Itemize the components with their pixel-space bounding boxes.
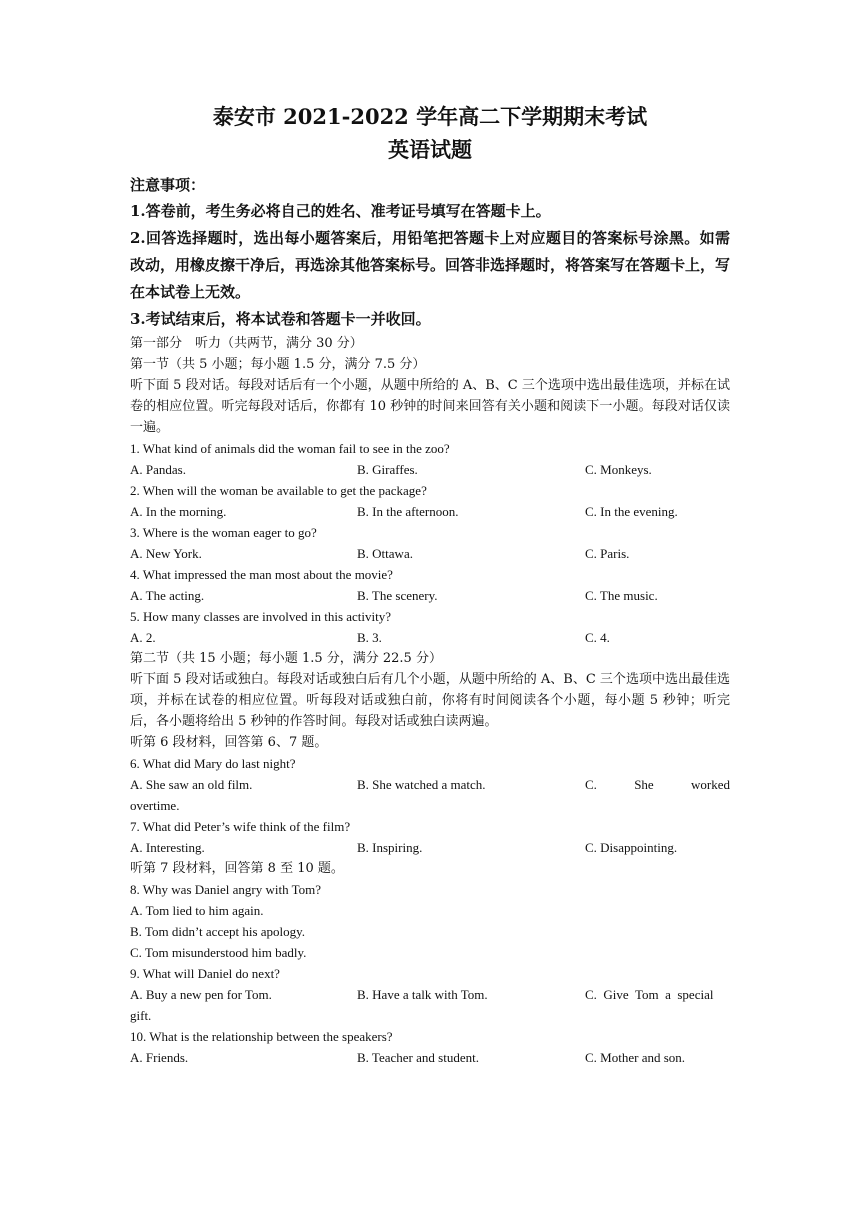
option-a: A. New York. [130,546,202,561]
option-b: B. Inspiring. [357,840,423,855]
options-row [130,984,730,1005]
question-stem: 9. What will Daniel do next? [130,966,280,981]
options-row [130,627,730,648]
exam-page [130,100,730,1068]
option-b: B. Ottawa. [357,546,413,561]
question-stem: 5. How many classes are involved in this activity? [130,609,392,624]
option-c: C. Give Tom a special [585,987,714,1002]
section-instructions: 听下面 5 段对话或独白。每段对话或独白后有几个小题，从题中所给的 A、B、C 三个选项中选出最佳选项，并标在试卷的相应位置。听每段对话或独白前，你将有时间阅读各个小题，每小题 5 秒钟；听完后，各小题将给出 5 秒钟的作答时间。每段对话或独白读两遍。 [130,672,730,729]
material-heading: 听第 6 段材料，回答第 6、7 题。 [130,735,328,750]
question-stem: 3. Where is the woman eager to go? [130,525,317,540]
option-c: C. The music. [585,588,658,603]
part-heading: 第一部分 听力（共两节，满分 30 分） [130,336,363,351]
option-c-word: C. [585,777,597,792]
options-row [130,585,730,606]
option-a: A. In the morning. [130,504,227,519]
option-c: C. Tom misunderstood him badly. [130,945,307,960]
option-c-word: worked [690,777,730,792]
option-b: B. Have a talk with Tom. [357,987,488,1002]
option-c: C. In the evening. [585,504,678,519]
option-c [585,774,730,795]
option-c: C. 4. [585,630,610,645]
note-item: 3.考试结束后，将本试卷和答题卡一并收回。 [130,310,431,328]
question-stem: 4. What impressed the man most about the movie? [130,567,393,582]
option-a: A. She saw an old film. [130,777,253,792]
section-instructions: 听下面 5 段对话。每段对话后有一个小题，从题中所给的 A、B、C 三个选项中选出最佳选项，并标在试卷的相应位置。听完每段对话后，你都有 10 秒钟的时间来回答有关小题和阅读下一小题。每段对话仅读一遍。 [130,378,730,435]
exam-title: 泰安市 2021-2022 学年高二下学期期末考试 [212,104,648,129]
question-stem: 2. When will the woman be available to get the package? [130,483,427,498]
options-row [130,837,730,858]
question-stem: 6. What did Mary do last night? [130,756,296,771]
question-stem: 8. Why was Daniel angry with Tom? [130,882,322,897]
notes-heading: 注意事项： [130,176,206,194]
option-a: A. Pandas. [130,462,186,477]
options-row [130,774,730,795]
option-c: C. Monkeys. [585,462,652,477]
question-stem: 1. What kind of animals did the woman fail to see in the zoo? [130,441,450,456]
option-c: C. Disappointing. [585,840,678,855]
option-c: C. Mother and son. [585,1050,686,1065]
option-b: B. Giraffes. [357,462,418,477]
section-heading: 第一节（共 5 小题；每小题 1.5 分，满分 7.5 分） [130,357,426,372]
exam-subtitle: 英语试题 [388,137,472,162]
option-b: B. In the afternoon. [357,504,459,519]
question-stem: 7. What did Peter’s wife think of the film? [130,819,351,834]
option-c-continued: gift. [130,1008,152,1023]
option-b: B. The scenery. [357,588,438,603]
option-b: B. Teacher and student. [357,1050,479,1065]
options-row [130,543,730,564]
option-c-word: She [634,777,654,792]
options-row [130,1047,730,1068]
option-b: B. Tom didn’t accept his apology. [130,924,306,939]
option-c: C. Paris. [585,546,630,561]
option-a: A. Interesting. [130,840,205,855]
option-a: A. 2. [130,630,156,645]
note-item: 1.答卷前，考生务必将自己的姓名、准考证号填写在答题卡上。 [130,202,551,220]
option-b: B. She watched a match. [357,777,486,792]
option-a: A. Buy a new pen for Tom. [130,987,272,1002]
material-heading: 听第 7 段材料，回答第 8 至 10 题。 [130,861,344,876]
option-b: B. 3. [357,630,382,645]
option-c-continued: overtime. [130,798,180,813]
option-a: A. Friends. [130,1050,189,1065]
options-row [130,501,730,522]
option-a: A. The acting. [130,588,205,603]
option-a: A. Tom lied to him again. [130,903,264,918]
question-stem: 10. What is the relationship between the speakers? [130,1029,393,1044]
note-item: 2.回答选择题时，选出每小题答案后，用铅笔把答题卡上对应题目的答案标号涂黑。如需改动，用橡皮擦干净后，再选涂其他答案标号。回答非选择题时，将答案写在答题卡上，写在本试卷上无效。 [130,229,731,301]
section-heading: 第二节（共 15 小题；每小题 1.5 分，满分 22.5 分） [130,651,442,666]
options-row [130,459,730,480]
